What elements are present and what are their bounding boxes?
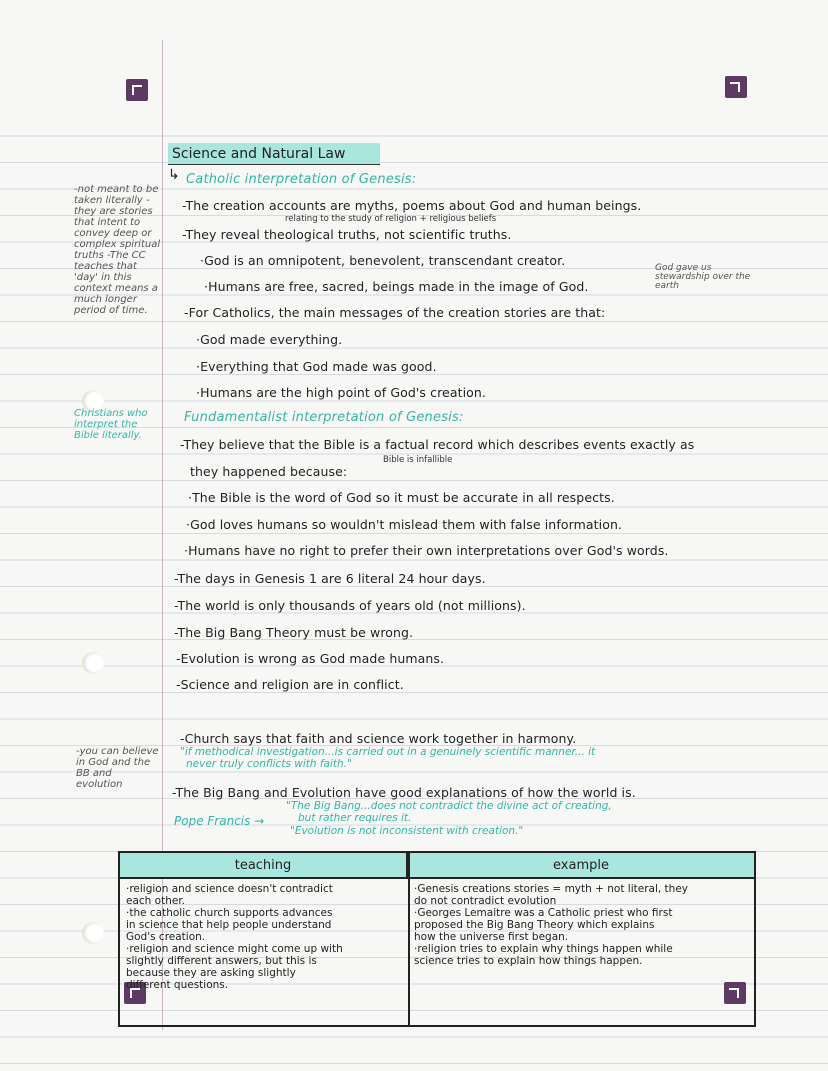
- quote: "Evolution is not inconsistent with creation.": [290, 825, 524, 837]
- fundamentalist-line: -Evolution is wrong as God made humans.: [176, 651, 445, 666]
- fundamentalist-heading: Fundamentalist interpretation of Genesis:: [184, 410, 464, 425]
- logo-icon: [725, 76, 747, 98]
- margin-note: Christians who interpret the Bible literally.: [74, 408, 148, 441]
- quote: "if methodical investigation...is carried out in a genuinely scientific manner... it: [180, 746, 596, 758]
- catholic-line: -For Catholics, the main messages of the creation stories are that:: [184, 305, 606, 320]
- church-line: -Church says that faith and science work together in harmony.: [180, 731, 577, 746]
- punch-hole: [82, 922, 104, 944]
- fundamentalist-line: -Science and religion are in conflict.: [176, 677, 404, 692]
- margin-note: -you can believe in God and the BB and evolution: [76, 746, 159, 790]
- church-line: -The Big Bang and Evolution have good explanations of how the world is.: [172, 785, 636, 800]
- catholic-heading: Catholic interpretation of Genesis:: [186, 172, 417, 187]
- table-cell: ·religion and science doesn't contradict each other. ·the catholic church supports advances in science that help people understand God's creation. ·religion and science might come up with slightly different answers, but this is because they are asking slightly different questions.: [126, 883, 343, 991]
- fundamentalist-line: -The days in Genesis 1 are 6 literal 24 hour days.: [174, 571, 486, 586]
- infallible-note: Bible is infallible: [383, 455, 453, 465]
- fundamentalist-line: ·God loves humans so wouldn't mislead them with false information.: [186, 517, 623, 532]
- quote: never truly conflicts with faith.": [186, 758, 352, 770]
- margin-note: -not meant to be taken literally -they are stories that intent to convey deep or complex spiritual truths -The CC teaches that 'day' in this context means a much longer period of time.: [74, 184, 161, 316]
- table-header: teaching: [120, 853, 408, 879]
- catholic-line: ·Everything that God made was good.: [196, 359, 437, 374]
- table-header: example: [408, 853, 754, 879]
- fundamentalist-line: -They believe that the Bible is a factual record which describes events exactly as: [180, 437, 695, 452]
- punch-hole: [82, 652, 104, 674]
- fundamentalist-line: ·Humans have no right to prefer their own interpretations over God's words.: [184, 543, 669, 558]
- catholic-line: ·God made everything.: [196, 332, 343, 347]
- catholic-line: ·God is an omnipotent, benevolent, transcendant creator.: [200, 253, 566, 268]
- teaching-example-table: [118, 851, 756, 1027]
- quote: "The Big Bang...does not contradict the divine act of creating,: [286, 800, 612, 812]
- stewardship-note: God gave us stewardship over the earth: [655, 263, 751, 291]
- logo-icon: [126, 79, 148, 101]
- fundamentalist-line: they happened because:: [190, 464, 348, 479]
- catholic-line: ·Humans are the high point of God's creation.: [196, 385, 487, 400]
- arrow-icon: ↳: [168, 167, 180, 183]
- fundamentalist-line: ·The Bible is the word of God so it must be accurate in all respects.: [188, 490, 615, 505]
- page-title: Science and Natural Law: [168, 143, 380, 165]
- catholic-line: ·Humans are free, sacred, beings made in the image of God.: [204, 279, 589, 294]
- fundamentalist-line: -The world is only thousands of years old (not millions).: [174, 598, 526, 613]
- quote: but rather requires it.: [298, 812, 412, 824]
- theological-note: relating to the study of religion + religious beliefs: [285, 214, 497, 224]
- catholic-line: -The creation accounts are myths, poems about God and human beings.: [182, 198, 642, 213]
- pope-label: Pope Francis →: [174, 814, 265, 828]
- table-cell: ·Genesis creations stories = myth + not literal, they do not contradict evolution ·Georges Lemaitre was a Catholic priest who first proposed the Big Bang Theory which explains how the universe first began. ·religion tries to explain why things happen while science tries to explain how things happen.: [414, 883, 688, 967]
- catholic-line: -They reveal theological truths, not scientific truths.: [182, 227, 512, 242]
- table-divider: [408, 853, 410, 1025]
- fundamentalist-line: -The Big Bang Theory must be wrong.: [174, 625, 414, 640]
